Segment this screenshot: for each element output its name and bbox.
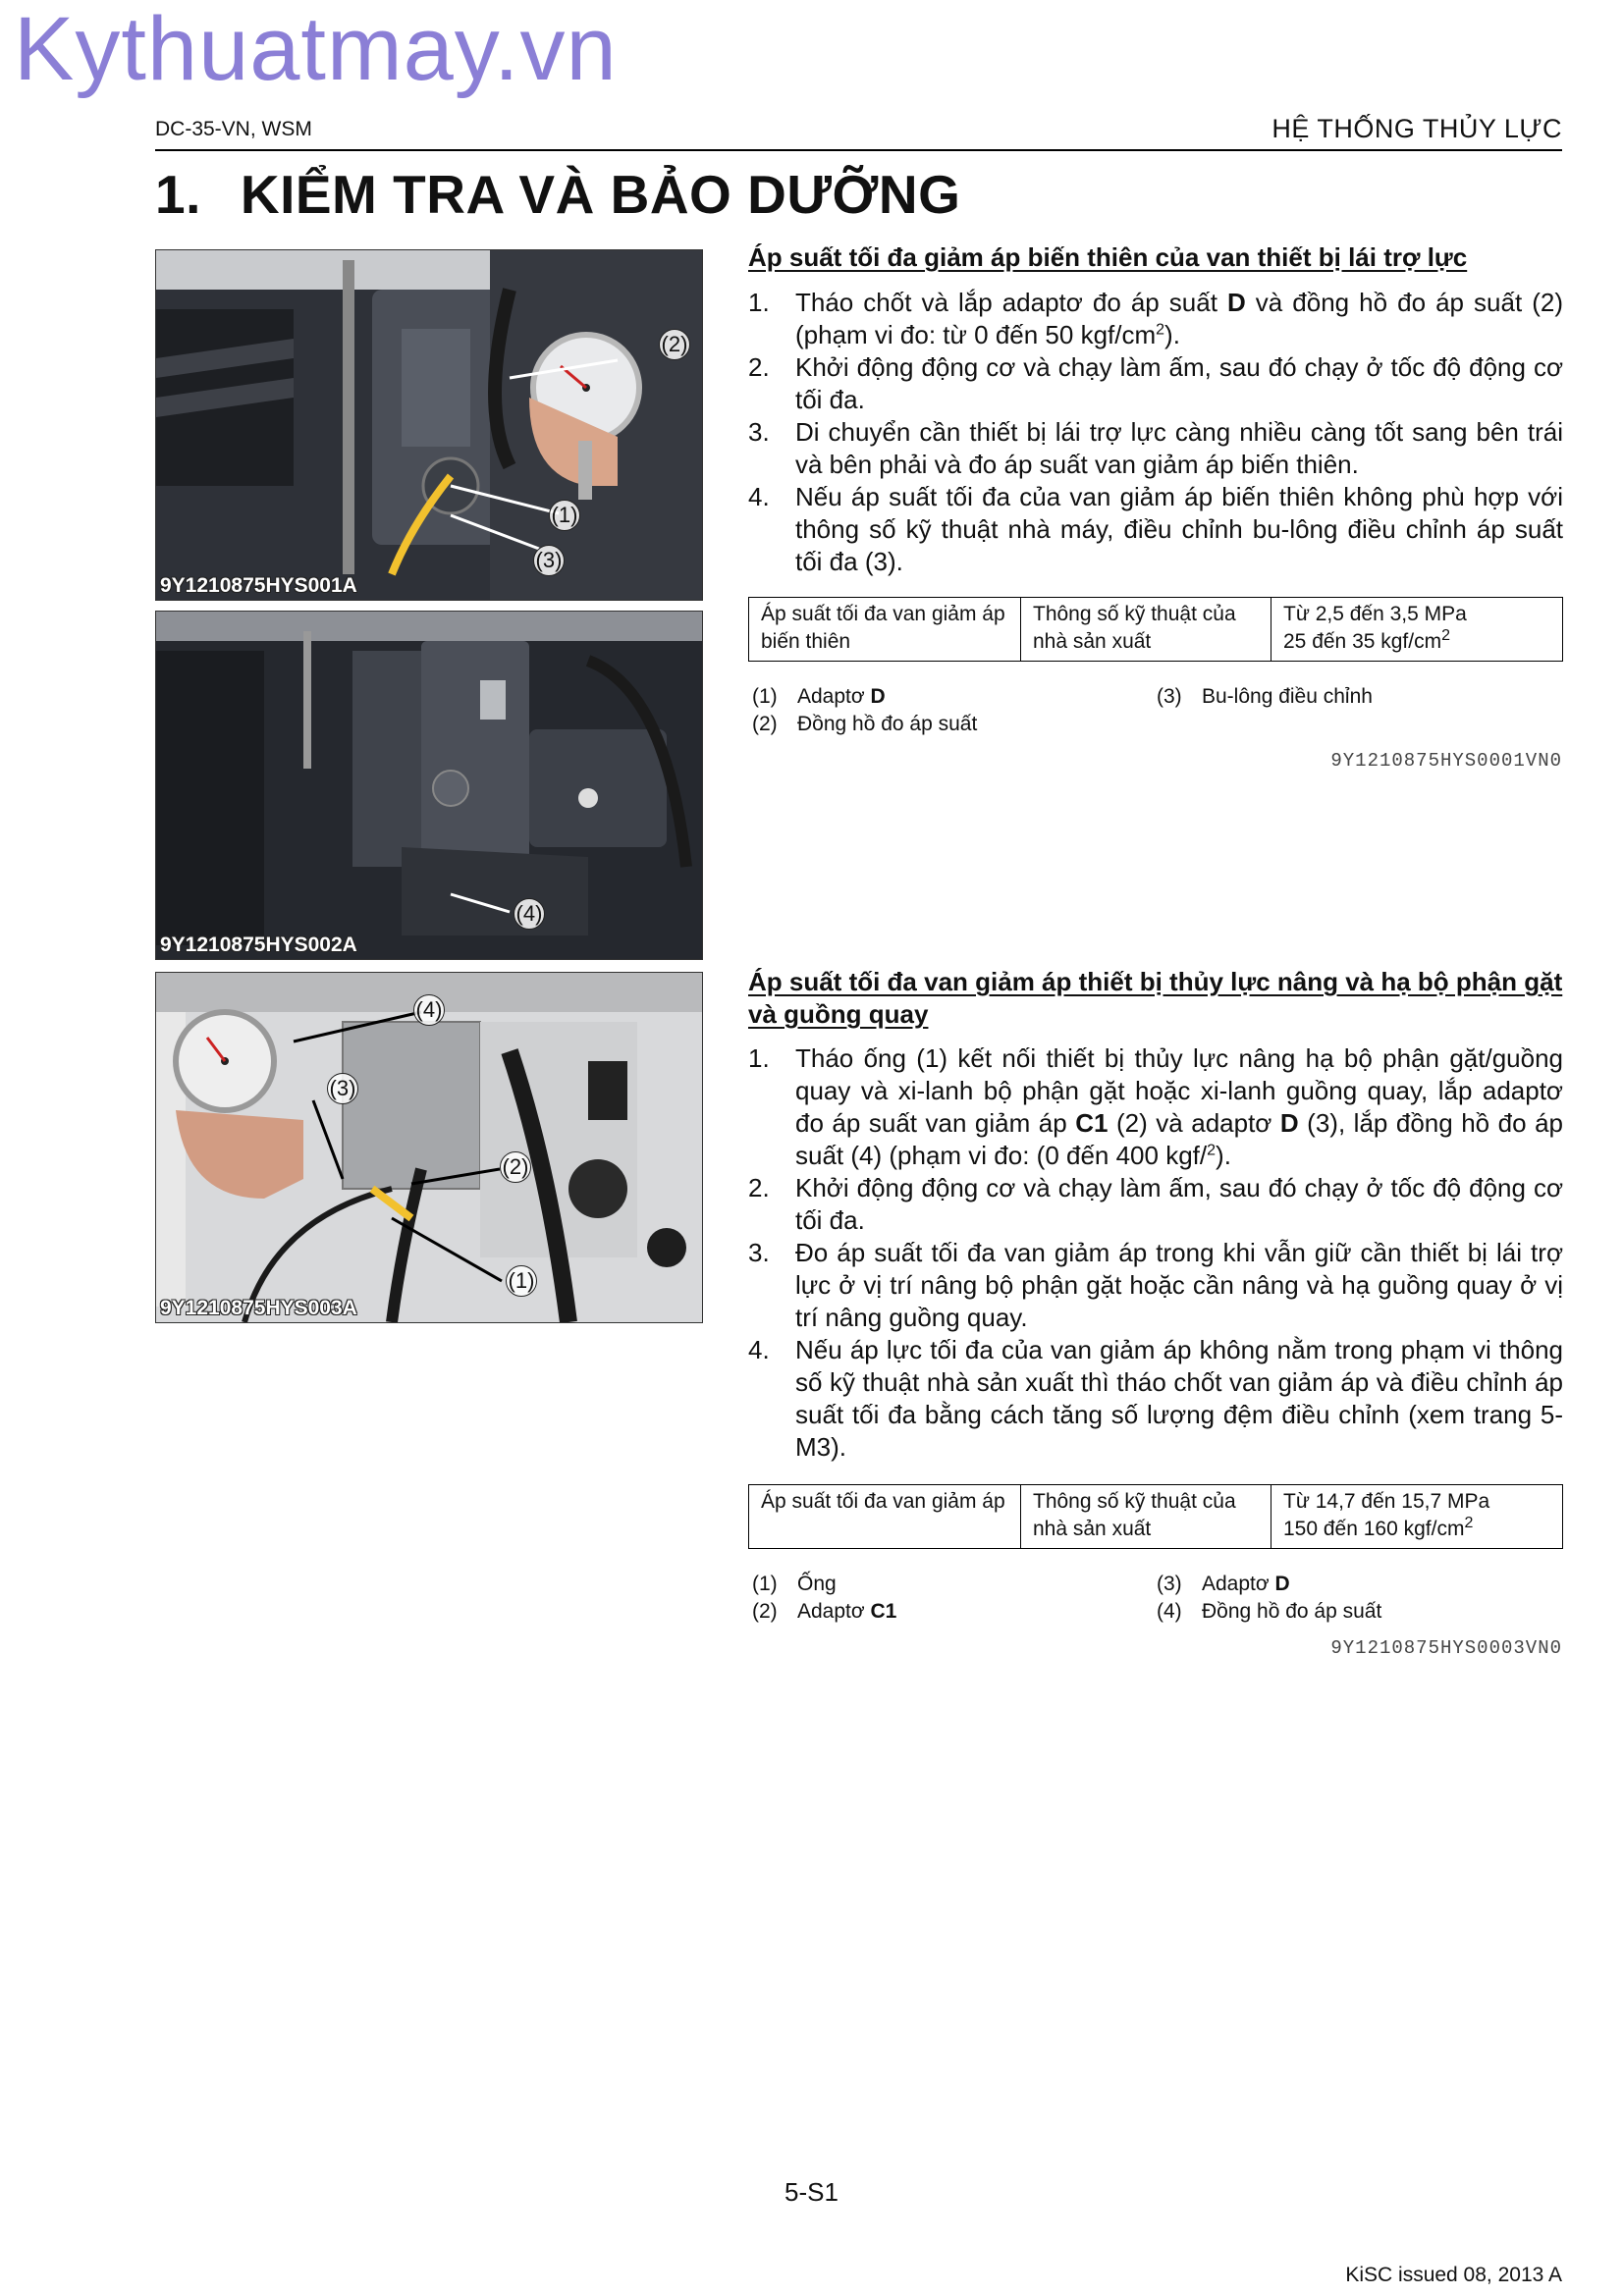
- list-item: 3. Di chuyển cần thiết bị lái trợ lực càng nhiều càng tốt sang bên trái và bên phải và đo áp suất van giảm áp biến thiên.: [748, 417, 1563, 479]
- page-title-number: 1.: [155, 164, 201, 225]
- section-2-title: Áp suất tối đa van giảm áp thiết bị thủy lực nâng và hạ bộ phận gặt và guồng quay: [748, 967, 1563, 1029]
- list-item: 1. Tháo ống (1) kết nối thiết bị thủy lực nâng hạ bộ phận gặt/guồng quay và xi-lanh bộ phận gặt hoặc xi-lanh guồng quay, lắp adaptơ đo áp suất van giảm áp C1 (2) và adaptơ D (3), lắp đồng hồ đo áp suất (4) (phạm vi đo: (0 đến 400 kgf/$^2$).: [748, 1043, 1563, 1170]
- callout-4: (4): [514, 898, 545, 930]
- photo-code: 9Y1210875HYS002A: [160, 934, 357, 956]
- watermark-logo: Kythuatmay.vn: [14, 0, 618, 99]
- section-1-spec-table: [748, 597, 1563, 662]
- section-1-steps: [748, 287, 1563, 578]
- callout-3: (3): [327, 1073, 358, 1104]
- spec-label: Áp suất tối đa van giảm áp biến thiên: [749, 598, 1021, 662]
- photo-2-illustration: [156, 612, 702, 959]
- legend-item: (1) Ống: [752, 1573, 837, 1595]
- list-item: 2. Khởi động động cơ và chạy làm ấm, sau đó chạy ở tốc độ động cơ tối đa.: [748, 1173, 1563, 1235]
- photo-1-illustration: [156, 250, 702, 600]
- photo-code: 9Y1210875HYS003A: [160, 1297, 357, 1319]
- section-2-steps: [748, 1042, 1563, 1464]
- callout-1: (1): [549, 500, 580, 531]
- spec-source: Thông số kỹ thuật của nhà sản xuất: [1021, 598, 1271, 662]
- list-item: 4. Nếu áp suất tối đa của van giảm áp biến thiên không phù hợp với thông số kỹ thuật nhà máy, điều chỉnh bu-lông điều chỉnh áp suất tối đa (3).: [748, 482, 1563, 576]
- legend-item: (3) Adaptơ D: [1157, 1573, 1290, 1595]
- header-rule: [155, 149, 1562, 151]
- page-title: [155, 163, 960, 226]
- callout-1: (1): [506, 1265, 537, 1297]
- photo-header-reel-valve-gauge: [155, 972, 703, 1323]
- spec-value: Từ 14,7 đến 15,7 MPa 150 đến 160 kgf/$cm^2$: [1271, 1485, 1563, 1549]
- callout-4: (4): [413, 994, 445, 1026]
- table-row: [749, 1485, 1563, 1549]
- legend-item: (1) Adaptơ D: [752, 685, 886, 708]
- section-1-title: Áp suất tối đa giảm áp biến thiên của van thiết bị lái trợ lực: [748, 242, 1468, 272]
- callout-2: (2): [659, 329, 690, 360]
- issued-note: KiSC issued 08, 2013 A: [1345, 2264, 1562, 2286]
- list-item: 1. Tháo chốt và lắp adaptơ đo áp suất D và đồng hồ đo áp suất (2) (phạm vi đo: từ 0 đến 50 kgf/$cm^2$).: [748, 288, 1563, 349]
- section-1-legend: [752, 683, 1563, 742]
- callout-3: (3): [533, 545, 565, 576]
- section-2-code: 9Y1210875HYS0003VN0: [1330, 1637, 1562, 1659]
- header-section: HỆ THỐNG THỦY LỰC: [1271, 114, 1562, 143]
- section-2-spec-table: [748, 1484, 1563, 1549]
- section-2-legend: [752, 1571, 1563, 1629]
- spec-source: Thông số kỹ thuật của nhà sản xuất: [1021, 1485, 1271, 1549]
- page-number: 5-S1: [784, 2177, 839, 2207]
- list-item: 2. Khởi động động cơ và chạy làm ấm, sau đó chạy ở tốc độ động cơ tối đa.: [748, 352, 1563, 414]
- photo-code: 9Y1210875HYS001A: [160, 574, 357, 597]
- spec-label: Áp suất tối đa van giảm áp: [749, 1485, 1021, 1549]
- section-1-code: 9Y1210875HYS0001VN0: [1330, 750, 1562, 772]
- photo-steering-valve-gauge: [155, 249, 703, 601]
- list-item: 4. Nếu áp lực tối đa của van giảm áp không nằm trong phạm vi thông số kỹ thuật nhà sản xuất thì tháo chốt van giảm áp và điều chỉnh áp suất tối đa bằng cách tăng số lượng đệm điều chỉnh (xem trang 5-M3).: [748, 1335, 1563, 1462]
- legend-item: (2) Đồng hồ đo áp suất: [752, 713, 978, 735]
- callout-2: (2): [500, 1151, 531, 1183]
- legend-item: (4) Đồng hồ đo áp suất: [1157, 1600, 1382, 1623]
- table-row: [749, 598, 1563, 662]
- list-item: 3. Đo áp suất tối đa van giảm áp trong khi vẫn giữ cần thiết bị lái trợ lực ở vị trí nâng bộ phận gặt hoặc cần nâng và hạ guồng quay ở vị trí nâng guồng quay.: [748, 1238, 1563, 1332]
- spec-value: Từ 2,5 đến 3,5 MPa 25 đến 35 kgf/$cm^2$: [1271, 598, 1563, 662]
- photo-steering-valve-bolt: [155, 611, 703, 960]
- header-doc-id: DC-35-VN, WSM: [155, 118, 312, 140]
- legend-item: (2) Adaptơ C1: [752, 1600, 897, 1623]
- legend-item: (3) Bu-lông điều chỉnh: [1157, 685, 1373, 708]
- page-title-text: KIỂM TRA VÀ BẢO DƯỠNG: [240, 164, 961, 225]
